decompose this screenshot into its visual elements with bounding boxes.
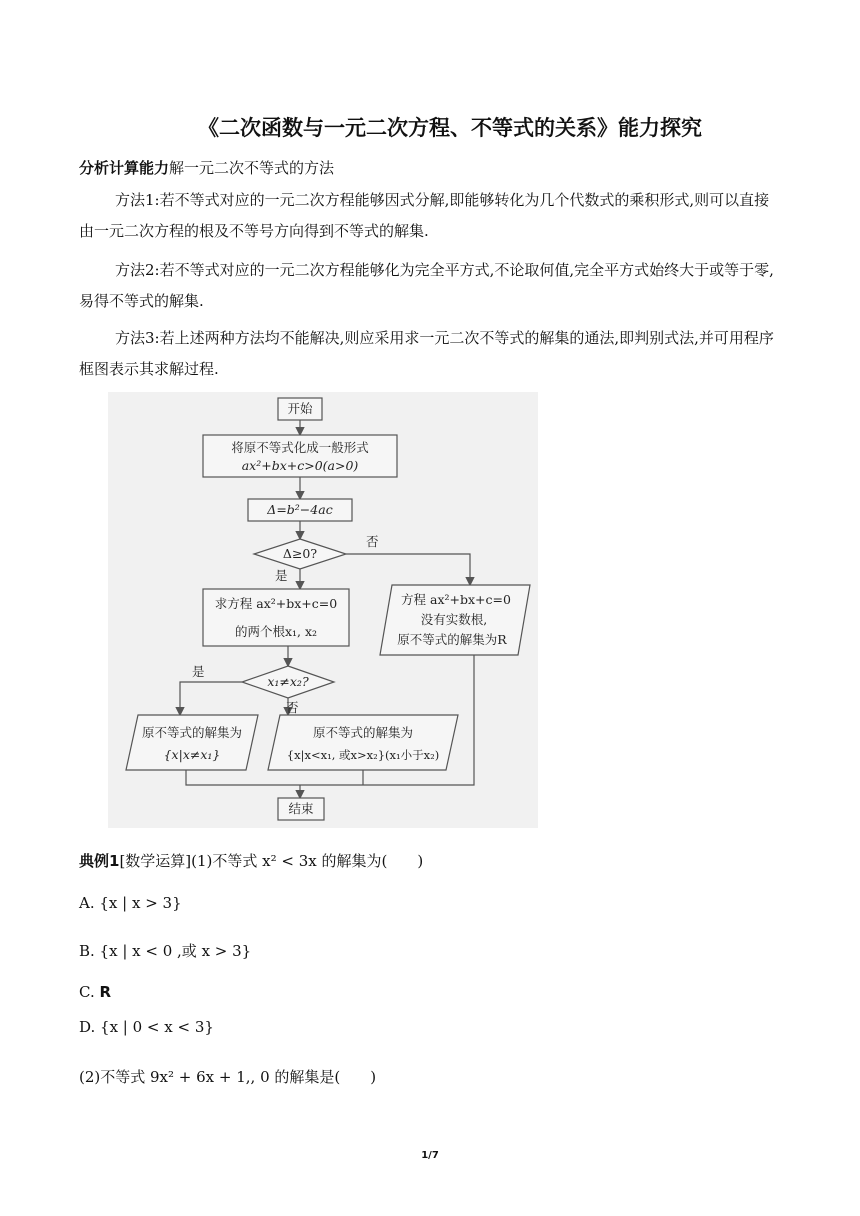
example-2: (2)不等式 9x² + 6x + 1,, 0 的解集是( ) xyxy=(79,1068,377,1086)
page-number: 1/7 xyxy=(421,1150,439,1161)
flow-result-diff-line2: {x|x<x₁, 或x>x₂}(x₁小于x₂) xyxy=(286,748,440,762)
flow-roots-condition-text: x₁≠x₂? xyxy=(267,674,309,689)
example-1-tag: [数学运算] xyxy=(119,852,192,870)
method-3-paragraph: 方法3:若上述两种方法均不能解决,则应采用求一元二次不等式的解集的通法,即判别式法,并可用程序框图表示其求解过程. xyxy=(79,329,774,378)
flow-noroot-line1: 方程 ax²+bx+c=0 xyxy=(401,592,511,607)
flow-normalize-line2: ax²+bx+c>0(a>0) xyxy=(241,458,359,473)
flow-no-label-2: 否 xyxy=(286,700,299,715)
example-1 xyxy=(79,850,423,871)
flow-end-text: 结束 xyxy=(288,801,314,816)
flow-delta-condition-text: Δ≥0? xyxy=(282,546,318,561)
flow-normalize-line1: 将原不等式化成一般形式 xyxy=(231,440,369,455)
option-a: A. {x | x > 3} xyxy=(79,894,182,912)
flow-no-label-1: 否 xyxy=(366,534,379,549)
method-2-paragraph: 方法2:若不等式对应的一元二次方程能够化为完全平方式,不论取何值,完全平方式始终大于或等于零,易得不等式的解集. xyxy=(79,261,774,310)
flow-result-diff-line1: 原不等式的解集为 xyxy=(312,725,414,740)
flowchart xyxy=(108,392,538,828)
method-1-paragraph: 方法1:若不等式对应的一元二次方程能够因式分解,即能够转化为几个代数式的乘积形式,则可以直接由一元二次方程的根及不等号方向得到不等式的解集. xyxy=(79,191,770,240)
flow-solve-line2: 的两个根x₁, x₂ xyxy=(234,624,318,639)
flow-start-text: 开始 xyxy=(287,401,313,416)
flow-result-equal-line2: {x|x≠x₁} xyxy=(163,747,221,762)
option-b: B. {x | x < 0 ,或 x > 3} xyxy=(79,942,252,960)
example-1-label: 典例1 xyxy=(79,852,120,870)
flow-result-equal-line1: 原不等式的解集为 xyxy=(141,725,243,740)
section-heading xyxy=(79,157,334,178)
flow-noroot-line2: 没有实数根, xyxy=(420,612,488,627)
flowchart-svg xyxy=(108,392,538,828)
flow-yes-label-1: 是 xyxy=(275,568,288,583)
flow-delta-text: Δ=b²−4ac xyxy=(267,502,333,517)
section-heading-bold: 分析计算能力 xyxy=(79,159,170,177)
flow-noroot-line3: 原不等式的解集为R xyxy=(397,632,507,647)
flow-yes-label-2: 是 xyxy=(192,664,205,679)
option-c xyxy=(79,983,111,1001)
flow-solve-line1: 求方程 ax²+bx+c=0 xyxy=(214,596,338,611)
option-c-value: R xyxy=(99,983,112,1001)
example-1-text: (1)不等式 x² < 3x 的解集为( ) xyxy=(191,852,424,870)
option-d: D. {x | 0 < x < 3} xyxy=(79,1018,214,1036)
section-heading-rest: 解一元二次不等式的方法 xyxy=(169,159,335,177)
option-c-prefix: C. xyxy=(79,983,100,1001)
page-title: 《二次函数与一元二次方程、不等式的关系》能力探究 xyxy=(198,116,702,140)
